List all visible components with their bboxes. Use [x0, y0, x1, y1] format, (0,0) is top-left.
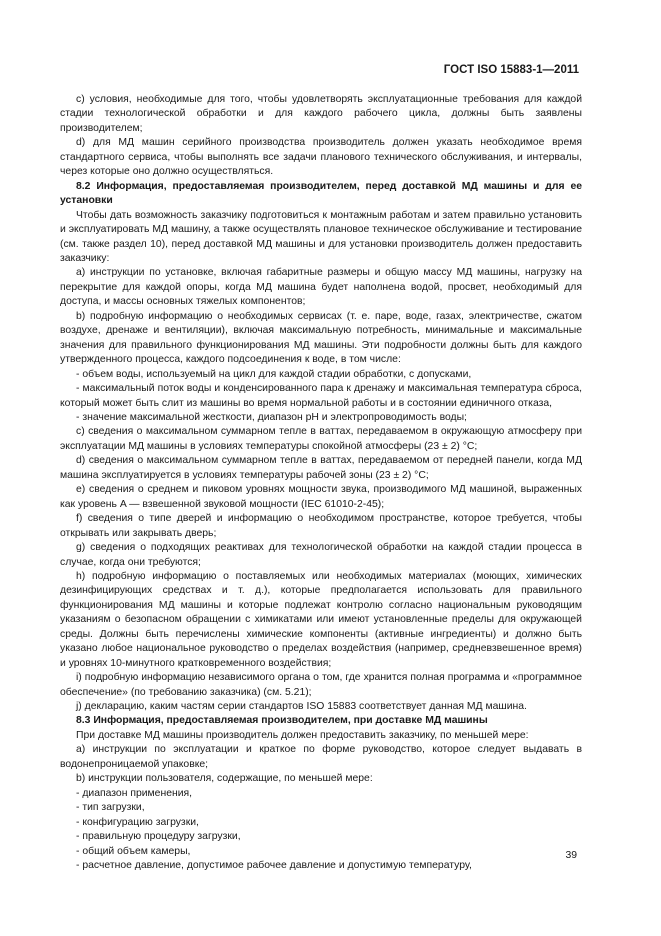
document-header-id: ГОСТ ISO 15883-1—2011 [443, 64, 579, 76]
dash-item-load-configuration: - конфигурацию загрузки, [76, 816, 199, 828]
section-heading-8-3: 8.3 Информация, предоставляемая производителем, при доставке МД машины [76, 715, 488, 727]
list-item-i-program: i) подробную информацию независимого органа о том, где хранится полная программа и «программное обеспечение» (по требованию заказчика) (см. 5.21); [60, 672, 582, 698]
list-item-b-services: b) подробную информацию о необходимых сервисах (т. е. паре, воде, газах, электричестве, сжатом воздухе, дренаже и вентиляции), включая максимальную потребность, минимальные и максимальные значения для правильного функционирования МД машины. Эти подробности должны быть для каждого утвержденного процесса, каждого подсоединения к воде, в том числе: [60, 310, 582, 366]
section-heading-8-2: 8.2 Информация, предоставляемая производителем, перед доставкой МД машины и для ее установки [60, 180, 582, 207]
list-item-h-materials: h) подробную информацию о поставляемых или необходимых материалах (моющих, химических дезинфицирующих средствах и т. д.), которые предполагается использовать для правильного функционирования МД машины и которые подлежат контролю согласно национальным руководящим указаниям о безопасном обращении с химикатами или имеют установленные пределы для окружающей среды. Должны быть перечислены химические компоненты (активные ингредиенты) и должно быть указано любое национальное руководство о пределах воздействия (например, средневзвешенное время) и уровнях 10-минутного кратковременного воздействия; [60, 570, 582, 669]
dash-item-loading-procedure: - правильную процедуру загрузки, [76, 831, 241, 843]
list-item-e-sound: e) сведения о среднем и пиковом уровнях мощности звука, производимого МД машиной, выраженных как уровень A — взвешенной звуковой мощности (IEC 61010-2-45); [60, 484, 582, 510]
dash-item-load-type: - тип загрузки, [76, 802, 145, 814]
list-item-g-reagents: g) сведения о подходящих реактивах для технологической обработки на каждой стадии процесса в случае, когда они требуются; [60, 542, 582, 568]
list-item-a-installation: a) инструкции по установке, включая габаритные размеры и общую массу МД машины, нагрузку на перекрытие для каждой опоры, когда МД машина будет наполнена водой, просвет, необходимый для доступа, и массы основных тяжелых компонентов; [60, 267, 582, 308]
list-item-f-doors: f) сведения о типе дверей и информацию о необходимом пространстве, которое требуется, чтобы открывать или закрывать дверь; [60, 513, 582, 539]
dash-item-chamber-volume: - общий объем камеры, [76, 845, 191, 857]
list-item-b-user-instructions: b) инструкции пользователя, содержащие, по меньшей мере: [76, 773, 373, 785]
dash-item-pressure-temperature: - расчетное давление, допустимое рабочее давление и допустимую температуру, [76, 860, 472, 872]
document-body [60, 93, 582, 873]
page-number: 39 [565, 850, 577, 861]
list-item-a-operating-instructions: a) инструкции по эксплуатации и краткое по форме руководство, которое следует выдавать в водонепроницаемой упаковке; [60, 744, 582, 770]
list-item-j-declaration: j) декларацию, каким частям серии стандартов ISO 15883 соответствует данная МД машина. [76, 701, 527, 713]
paragraph-intro-8-3: При доставке МД машины производитель должен предоставить заказчику, по меньшей мере: [76, 729, 529, 741]
dash-item-water-volume: - объем воды, используемый на цикл для каждой стадии обработки, с допусками, [76, 368, 472, 380]
dash-item-application-range: - диапазон применения, [76, 787, 193, 799]
paragraph-intro-8-2: Чтобы дать возможность заказчику подготовиться к монтажным работам и затем правильно установить и эксплуатировать МД машину, а также осуществлять плановое техническое обслуживание и тестирование (см. также раздел 10), перед доставкой МД машины и для установки производитель должен предоставить заказчику: [60, 209, 582, 264]
paragraph-d-service-time: d) для МД машин серийного производства производитель должен указать необходимое время стандартного сервиса, чтобы выполнять все задачи планового технического обслуживания, и интервалы, через которые оно должно осуществляться. [60, 137, 582, 178]
dash-item-water-hardness: - значение максимальной жесткости, диапазон рН и электропроводимость воды; [76, 411, 467, 423]
dash-item-water-flow: - максимальный поток воды и конденсированного пара к дренажу и максимальная температура сброса, который может быть слит из машины во время нормальной работы и в состоянии единичного отказа, [60, 383, 582, 409]
list-item-d-heat-front: d) сведения о максимальном суммарном тепле в ваттах, передаваемом от передней панели, когда МД машина эксплуатируется в условиях температуры рабочей зоны (23 ± 2) °С; [60, 455, 582, 481]
paragraph-c-conditions: c) условия, необходимые для того, чтобы удовлетворять эксплуатационные требования для каждой стадии технологической обработки и для каждого рабочего цикла, должны быть заявлены производителем; [60, 94, 582, 134]
list-item-c-heat-atmosphere: c) сведения о максимальном суммарном тепле в ваттах, передаваемом в окружающую атмосферу при эксплуатации МД машины в условиях температуры спокойной атмосферы (23 ± 2) °С; [60, 426, 582, 452]
